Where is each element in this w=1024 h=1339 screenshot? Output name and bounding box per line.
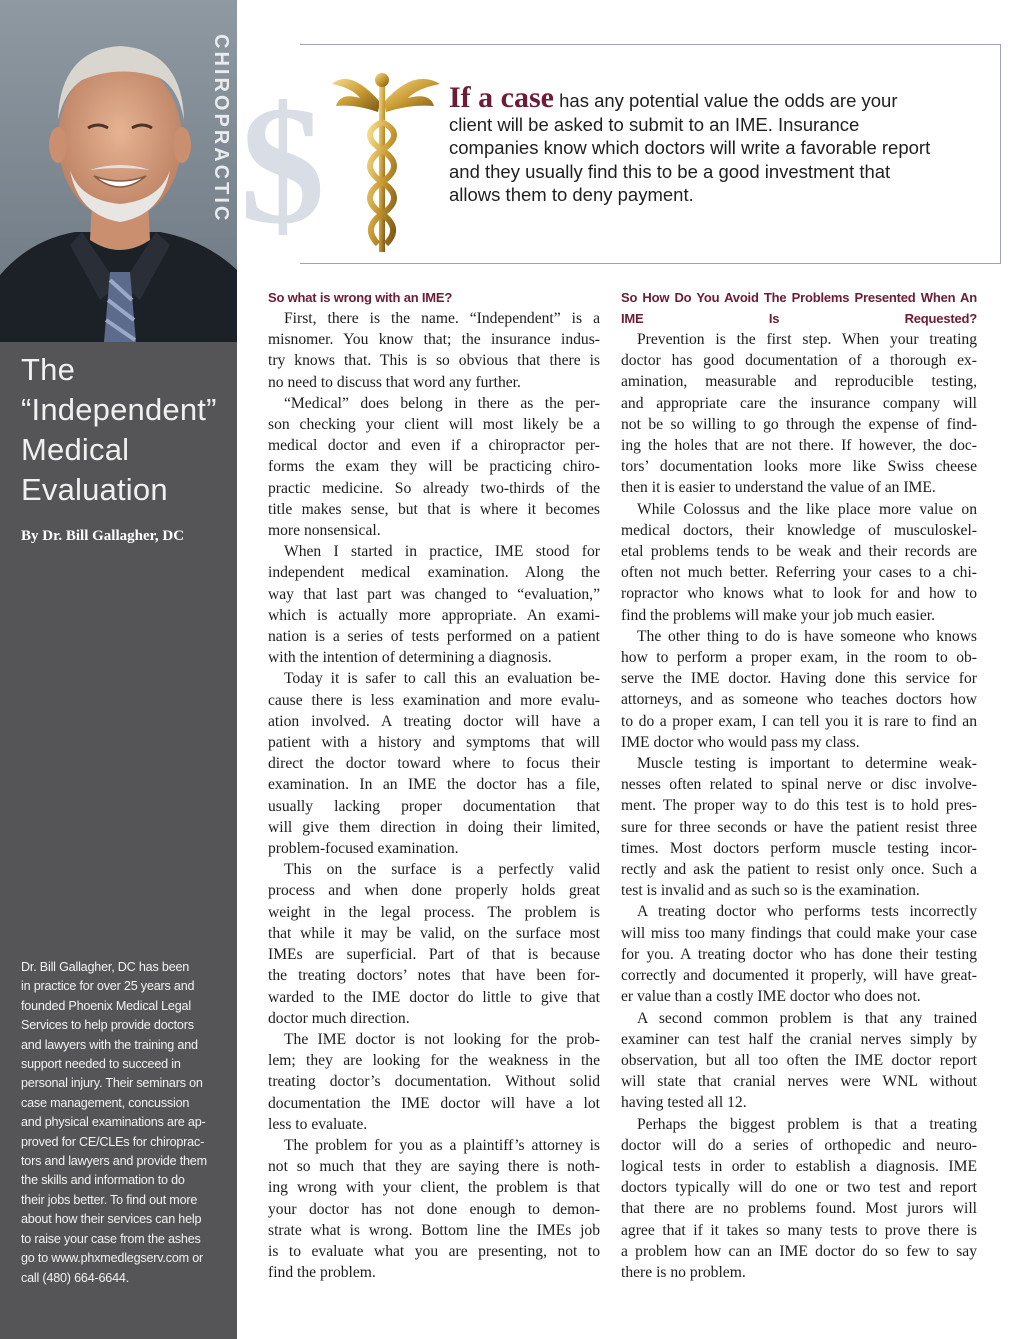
body-line: not be so willing to go through the expense of find- [621, 415, 977, 433]
body-line: documentation the IME doctor will have a lot [268, 1094, 600, 1112]
body-line: misnomer. You know that; the insurance indus- [268, 331, 600, 349]
body-line: doctor much direction. [268, 1009, 410, 1027]
bio-line: go to www.phxmedlegserv.com or [21, 1251, 204, 1266]
body-line: “Medical” does belong in there as the per- [284, 394, 600, 412]
body-paragraph [268, 308, 600, 393]
body-line: more nonsensical. [268, 522, 381, 540]
body-line: then it is easier to understand the value of an IME. [621, 479, 936, 497]
body-line: no need to discuss that word any further. [268, 373, 521, 391]
bio-line: call (480) 664-6644. [21, 1270, 130, 1285]
pull-quote-line: companies know which doctors will write a favorable report [449, 137, 931, 158]
body-line: with the intention of determining a diagnosis. [268, 649, 552, 667]
body-line: ropractor who knows what to look for and how to [621, 585, 977, 603]
body-paragraph [621, 1008, 977, 1114]
body-line: a problem how can an IME doctor do so few to say [621, 1242, 977, 1260]
body-line: warded to the IME doctor do little to give that [268, 988, 600, 1006]
body-line: medical doctor and even if a chiropractor per- [268, 437, 600, 455]
bio-line: Dr. Bill Gallagher, DC has been [21, 960, 190, 974]
body-line: which is actually more appropriate. An exami- [268, 606, 600, 624]
body-line: ation involved. A treating doctor will have a [268, 712, 600, 730]
bio-line: in practice for over 25 years and [21, 979, 195, 994]
body-line: etal problems tends to be weak and their records are [621, 543, 977, 561]
body-line: serve the IME doctor. Having done this service for [621, 670, 977, 688]
body-line: is to evaluate what you are presenting, not to [268, 1242, 600, 1260]
pull-quote-line: allows them to deny payment. [449, 184, 694, 205]
body-line: A second common problem is that any trained [637, 1009, 977, 1027]
body-line: ing the holes that are not there. If however, the doc- [621, 437, 977, 455]
section-tag-label: CHIROPRACTIC [210, 34, 232, 224]
body-line: er value than a costly IME doctor who does not. [621, 988, 921, 1006]
body-line: observation, but all too often the IME doctor report [621, 1051, 977, 1069]
body-line: The IME doctor is not looking for the prob- [284, 1030, 600, 1048]
body-line: usually lacking proper documentation that [268, 797, 600, 815]
body-line: title makes sense, but that is where it becomes [268, 500, 600, 518]
body-line: treating doctor’s documentation. Without solid [268, 1073, 600, 1091]
body-line: lem; they are looking for the weakness in the [268, 1052, 600, 1070]
body-paragraph [621, 626, 977, 753]
bio-line: the skills and information to do [21, 1173, 185, 1188]
body-line: times. Most doctors perform muscle testing incor- [621, 839, 977, 857]
title-line: Evaluation [21, 472, 168, 507]
body-line: examiner can test half the cranial nerves simply by [621, 1030, 977, 1048]
body-line: logical tests in order to establish a diagnosis. IME [621, 1157, 977, 1175]
bio-line: case management, concussion [21, 1095, 190, 1110]
section-heading [621, 287, 977, 329]
article-title [21, 350, 231, 510]
body-line: independent medical examination. Along the [268, 564, 600, 582]
body-paragraph [268, 1029, 600, 1135]
pull-quote-first-line: has any potential value the odds are your [553, 90, 898, 111]
body-line: attorneys, and as someone who teaches doctors how [621, 691, 977, 709]
body-line: Muscle testing is important to determine weak- [637, 755, 977, 773]
body-line: correctly and documented it properly, will have great- [621, 967, 977, 985]
body-line: find the problem. [268, 1264, 376, 1282]
body-line: there is no problem. [621, 1263, 746, 1281]
body-line: will state that cranial nerves were WNL without [621, 1073, 977, 1091]
body-line: When I started in practice, IME stood for [284, 543, 600, 561]
body-line: try knows that. This is so obvious that there is [268, 352, 600, 370]
body-line: examination. In an IME the doctor has a file, [268, 776, 600, 794]
pull-quote-line [449, 81, 989, 114]
body-line: less to evaluate. [268, 1115, 368, 1133]
body-line: that there are no problems found. Most jurors will [621, 1200, 977, 1218]
bio-line: proved for CE/CLEs for chiroprac- [21, 1134, 205, 1149]
body-line: patient with a history and symptoms that will [268, 734, 600, 752]
body-line: IME doctor who would pass my class. [621, 733, 860, 751]
body-line: how to perform a proper exam, in the room to ob- [621, 649, 977, 667]
body-line: strate what is wrong. Bottom line the IMEs job [268, 1221, 600, 1239]
bio-line: founded Phoenix Medical Legal [21, 998, 191, 1013]
body-line: your doctor has not done enough to demon- [268, 1200, 600, 1218]
body-paragraph [621, 753, 977, 901]
body-paragraph [621, 901, 977, 1007]
pull-quote-line: and they usually find this to be a good investment that [449, 160, 891, 182]
section-tag [206, 34, 236, 224]
author-bio [21, 958, 229, 1288]
body-line: nesses often related to spinal nerve or disc involve- [621, 776, 977, 794]
body-paragraph [268, 541, 600, 668]
body-line: weight in the legal process. The problem is [268, 903, 600, 921]
body-line: Prevention is the first step. When your treating [637, 331, 977, 348]
heading-line: So How Do You Avoid The Problems Presented When An [621, 290, 977, 305]
body-paragraph [621, 499, 977, 626]
pull-quote-lead: If a case [449, 81, 554, 114]
body-line: tors’ documentation looks more like Swiss cheese [621, 458, 977, 476]
body-line: practic medicine. So already two-thirds of the [268, 479, 600, 497]
body-line: not so much that they are saying there is noth- [268, 1158, 600, 1176]
body-line: This on the surface is a perfectly valid [284, 861, 600, 879]
title-line: “Independent” [21, 392, 217, 427]
body-line: find the problems will make your job much easier. [621, 606, 935, 624]
body-line: having tested all 12. [621, 1094, 747, 1112]
bio-line: and physical examinations are ap- [21, 1115, 206, 1130]
body-column-left [268, 287, 600, 1283]
body-paragraph [621, 1114, 977, 1284]
body-line: Today it is safer to call this an evaluation be- [284, 670, 600, 688]
body-line: direct the doctor toward where to focus their [268, 755, 600, 773]
body-line: agree that if it takes so many tests to prove there is [621, 1221, 977, 1239]
title-line: Medical [21, 432, 130, 467]
bio-line: tors and lawyers and provide them [21, 1154, 207, 1169]
body-paragraph [268, 1135, 600, 1283]
body-line: rectly and ask the patient to resist only once. Such a [621, 861, 977, 879]
body-line: the treating doctors’ notes that have been for- [268, 967, 600, 985]
body-line: to do a proper exam, I can tell you it is rare to find an [621, 712, 977, 730]
body-line: sure for three seconds or have the patient resist three [621, 818, 977, 836]
body-line: that while it may be valid, on the surface most [268, 924, 600, 942]
bio-line: Services to help provide doctors [21, 1018, 194, 1033]
pull-quote-line: client will be asked to submit to an IME. Insurance [449, 113, 860, 135]
body-line: amination, measurable and reproducible testing, [621, 373, 977, 391]
body-paragraph [621, 329, 977, 499]
bio-line: to raise your case from the ashes [21, 1231, 201, 1246]
body-line: ment. The proper way to do this test is to hold pres- [621, 797, 977, 815]
body-line: will miss too many findings that could make your case [621, 924, 977, 942]
bio-line: and lawyers with the training and [21, 1037, 198, 1052]
body-line: While Colossus and the like place more value on [637, 500, 977, 518]
body-line: The problem for you as a plaintiff’s attorney is [284, 1136, 600, 1154]
body-line: son checking your client will most likely be a [268, 416, 600, 434]
bio-line: their jobs better. To find out more [21, 1192, 198, 1207]
bio-line: about how their services can help [21, 1212, 202, 1227]
body-line: doctors typically will do one or two test and report [621, 1179, 977, 1197]
body-line: Perhaps the biggest problem is that a treating [637, 1115, 977, 1133]
body-line: First, there is the name. “Independent” is a [284, 310, 600, 327]
body-line: doctor will do a series of orthopedic and neuro- [621, 1136, 977, 1154]
body-line: will give them direction in doing their limited, [268, 818, 600, 836]
body-line: ing wrong with your client, the problem is that [268, 1179, 600, 1197]
bio-line: personal injury. Their seminars on [21, 1076, 203, 1091]
pull-quote [449, 81, 989, 207]
body-line: cause there is less examination and more evalu- [268, 691, 600, 709]
body-line: test is invalid and as such so is the examination. [621, 882, 920, 900]
body-paragraph [268, 668, 600, 859]
author-photo [0, 0, 237, 342]
body-line: and appropriate care the insurance company will [621, 394, 977, 412]
body-line: way that last part was changed to “evaluation,” [268, 585, 600, 603]
body-line: for you. A treating doctor who has done their testing [621, 945, 977, 963]
heading-line: IME Is Requested? [621, 311, 977, 326]
body-line: A treating doctor who performs tests incorrectly [637, 903, 977, 921]
body-line: medical doctors, their knowledge of musculoskel- [621, 521, 977, 539]
bio-line: support needed to succeed in [21, 1057, 181, 1072]
author-portrait-illustration [0, 0, 237, 342]
title-line: The [21, 352, 76, 387]
sidebar [0, 0, 237, 1339]
svg-text:$: $ [240, 71, 325, 259]
body-paragraph [268, 393, 600, 541]
caduceus-dollar-icon [240, 62, 450, 262]
body-line: problem-focused examination. [268, 840, 459, 858]
body-line: often not much better. Referring your cases to a chi- [621, 564, 977, 582]
body-line: process and when done properly holds great [268, 882, 600, 900]
byline: By Dr. Bill Gallagher, DC [21, 528, 185, 544]
section-heading: So what is wrong with an IME? [268, 290, 453, 305]
body-line: doctor has good documentation of a thorough ex- [621, 352, 977, 370]
body-column-right [621, 287, 977, 1283]
body-line: nation is a series of tests performed on a patient [268, 628, 600, 646]
body-line: The other thing to do is have someone who knows [637, 627, 977, 645]
body-line: forms the exam they will be practicing chiro- [268, 458, 600, 476]
body-line: IMEs are superficial. Part of that is because [268, 946, 600, 964]
body-paragraph [268, 859, 600, 1029]
